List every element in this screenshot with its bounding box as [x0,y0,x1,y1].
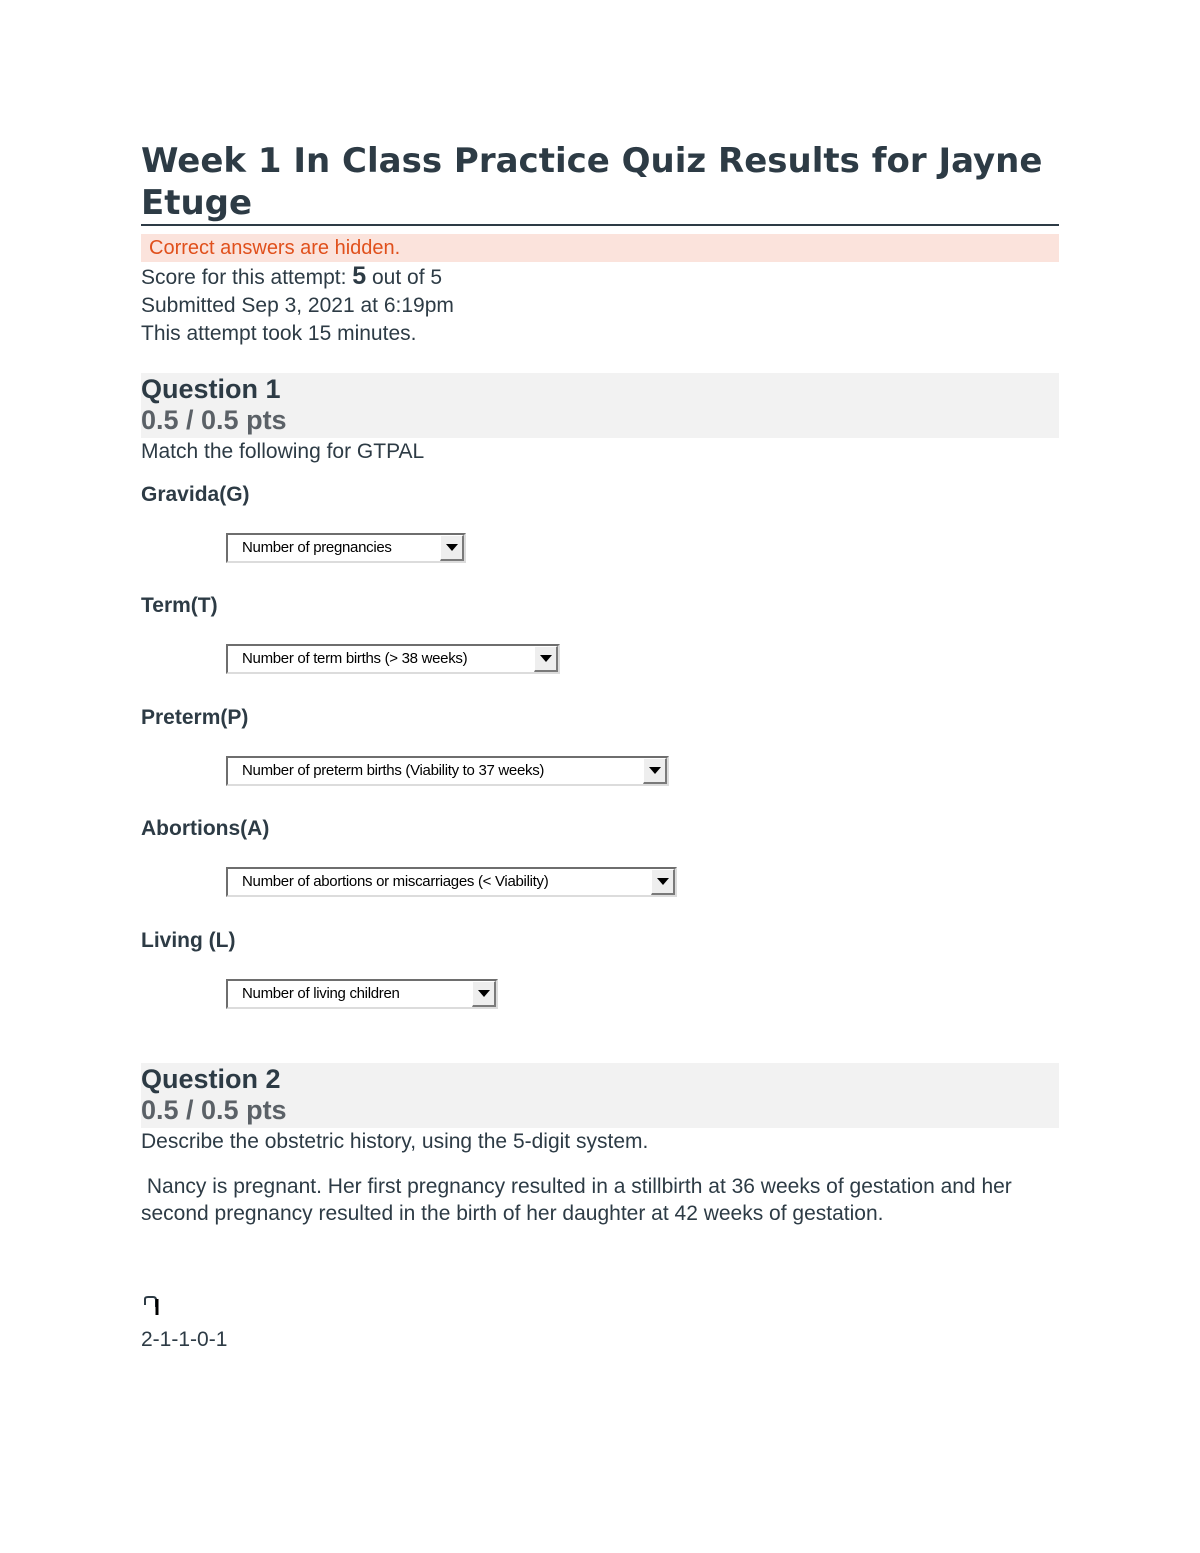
pointer-hand-icon [141,1295,1059,1325]
gravida-selected-value: Number of pregnancies [242,539,392,556]
match-label-living: Living (L) [141,929,236,952]
dropdown-button[interactable] [643,758,667,784]
chevron-down-icon [649,767,661,774]
chevron-down-icon [446,544,458,551]
question-1-prompt: Match the following for GTPAL [141,440,425,463]
gravida-select[interactable] [226,533,466,563]
match-label-term: Term(T) [141,594,218,617]
preterm-selected-value: Number of preterm births (Viability to 37 weeks) [242,762,545,779]
question-2-scenario: Nancy is pregnant. Her first pregnancy resulted in a stillbirth at 36 weeks of gestation and her second pregnancy resulted in the birth of her daughter at 42 weeks of gestation. [141,1175,1018,1225]
question-1-points: 0.5 / 0.5 pts [141,405,287,435]
term-select[interactable] [226,644,560,674]
score-value: 5 [352,262,367,290]
chevron-down-icon [540,655,552,662]
question-2-header [141,1063,1059,1128]
chevron-down-icon [478,990,490,997]
chevron-down-icon [657,878,669,885]
abortions-selected-value: Number of abortions or miscarriages (< Viability) [242,873,549,890]
question-2-answer: 2-1-1-0-1 [141,1328,228,1351]
duration-line: This attempt took 15 minutes. [141,322,417,345]
match-label-abortions: Abortions(A) [141,817,270,840]
page-title: Week 1 In Class Practice Quiz Results for Jayne Etuge [141,140,1059,226]
quiz-results-page [141,140,1059,1355]
preterm-select[interactable] [226,756,669,786]
dropdown-button[interactable] [472,981,496,1007]
match-row-abortions [141,867,1059,901]
question-2-prompt: Describe the obstetric history, using the 5-digit system. [141,1130,649,1153]
question-1-header [141,373,1059,438]
abortions-select[interactable] [226,867,677,897]
score-suffix: out of 5 [366,266,443,289]
answers-hidden-notice: Correct answers are hidden. [141,234,1059,262]
dropdown-button[interactable] [440,535,464,561]
match-row-living [141,979,1059,1013]
question-1-title: Question 1 [141,374,281,404]
match-row-preterm [141,756,1059,790]
question-2-points: 0.5 / 0.5 pts [141,1095,287,1125]
match-row-gravida [141,533,1059,567]
pointer-hand-icon-svg [141,1295,161,1319]
living-selected-value: Number of living children [242,985,400,1002]
submitted-line: Submitted Sep 3, 2021 at 6:19pm [141,294,454,317]
dropdown-button[interactable] [651,869,675,895]
term-selected-value: Number of term births (> 38 weeks) [242,650,468,667]
question-2-title: Question 2 [141,1064,281,1094]
match-label-gravida: Gravida(G) [141,483,250,506]
score-line [141,262,1059,292]
score-prefix: Score for this attempt: [141,266,353,289]
match-label-preterm: Preterm(P) [141,706,249,729]
living-select[interactable] [226,979,498,1009]
match-row-term [141,644,1059,678]
dropdown-button[interactable] [534,646,558,672]
